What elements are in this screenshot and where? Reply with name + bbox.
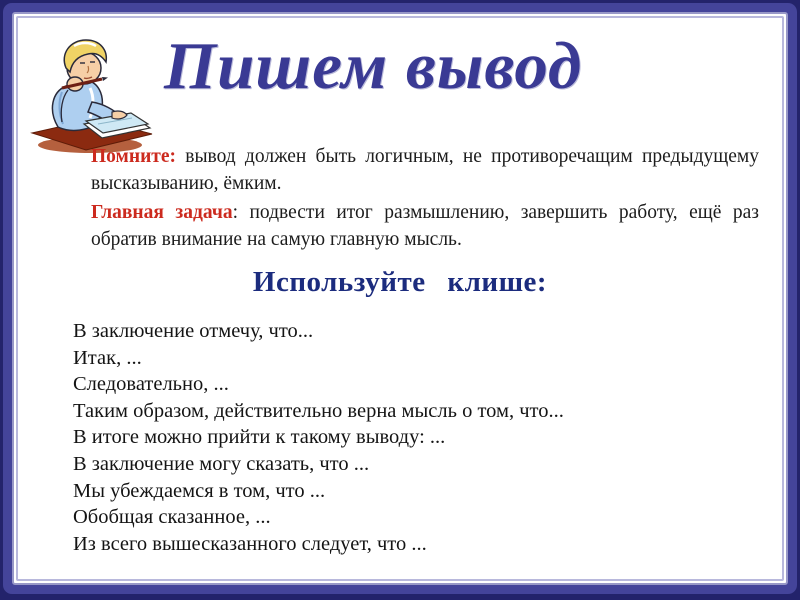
note-text: вывод должен быть логичным, не противоречащим предыдущему высказыванию, ёмким. (91, 146, 760, 194)
slide-content-area (16, 16, 784, 581)
cliche-item: Следовательно, ... (73, 373, 229, 396)
task-label: Главная задача (91, 202, 233, 223)
note-label: Помните: (91, 146, 177, 167)
task-colon: : (232, 202, 239, 223)
task-text: подвести итог размышлению, завершить работу, ещё раз обратив внимание на самую главную мысль. (91, 202, 759, 250)
slide-frame-line (12, 12, 788, 585)
subheading: Используйте клише: (252, 266, 548, 298)
intro-block (91, 144, 759, 256)
cliche-item: В итоге можно прийти к такому выводу: ... (73, 426, 446, 449)
cliche-item: Из всего вышесказанного следует, что ... (73, 532, 427, 555)
page-title: Пишем вывод (164, 29, 583, 103)
cliche-item: Обобщая сказанное, ... (73, 506, 271, 529)
cliche-item: В заключение могу сказать, что ... (73, 452, 370, 475)
cliche-list (73, 318, 773, 557)
cliche-item: Итак, ... (73, 346, 142, 369)
cliche-item: Таким образом, действительно верна мысль о том, что... (73, 399, 564, 422)
writing-student-clipart (28, 32, 156, 158)
task-paragraph (91, 200, 759, 253)
note-paragraph (91, 144, 759, 197)
cliche-item: В заключение отмечу, что... (73, 320, 314, 342)
slide-frame-band (3, 3, 797, 594)
cliche-item: Мы убеждаемся в том, что ... (73, 479, 326, 502)
